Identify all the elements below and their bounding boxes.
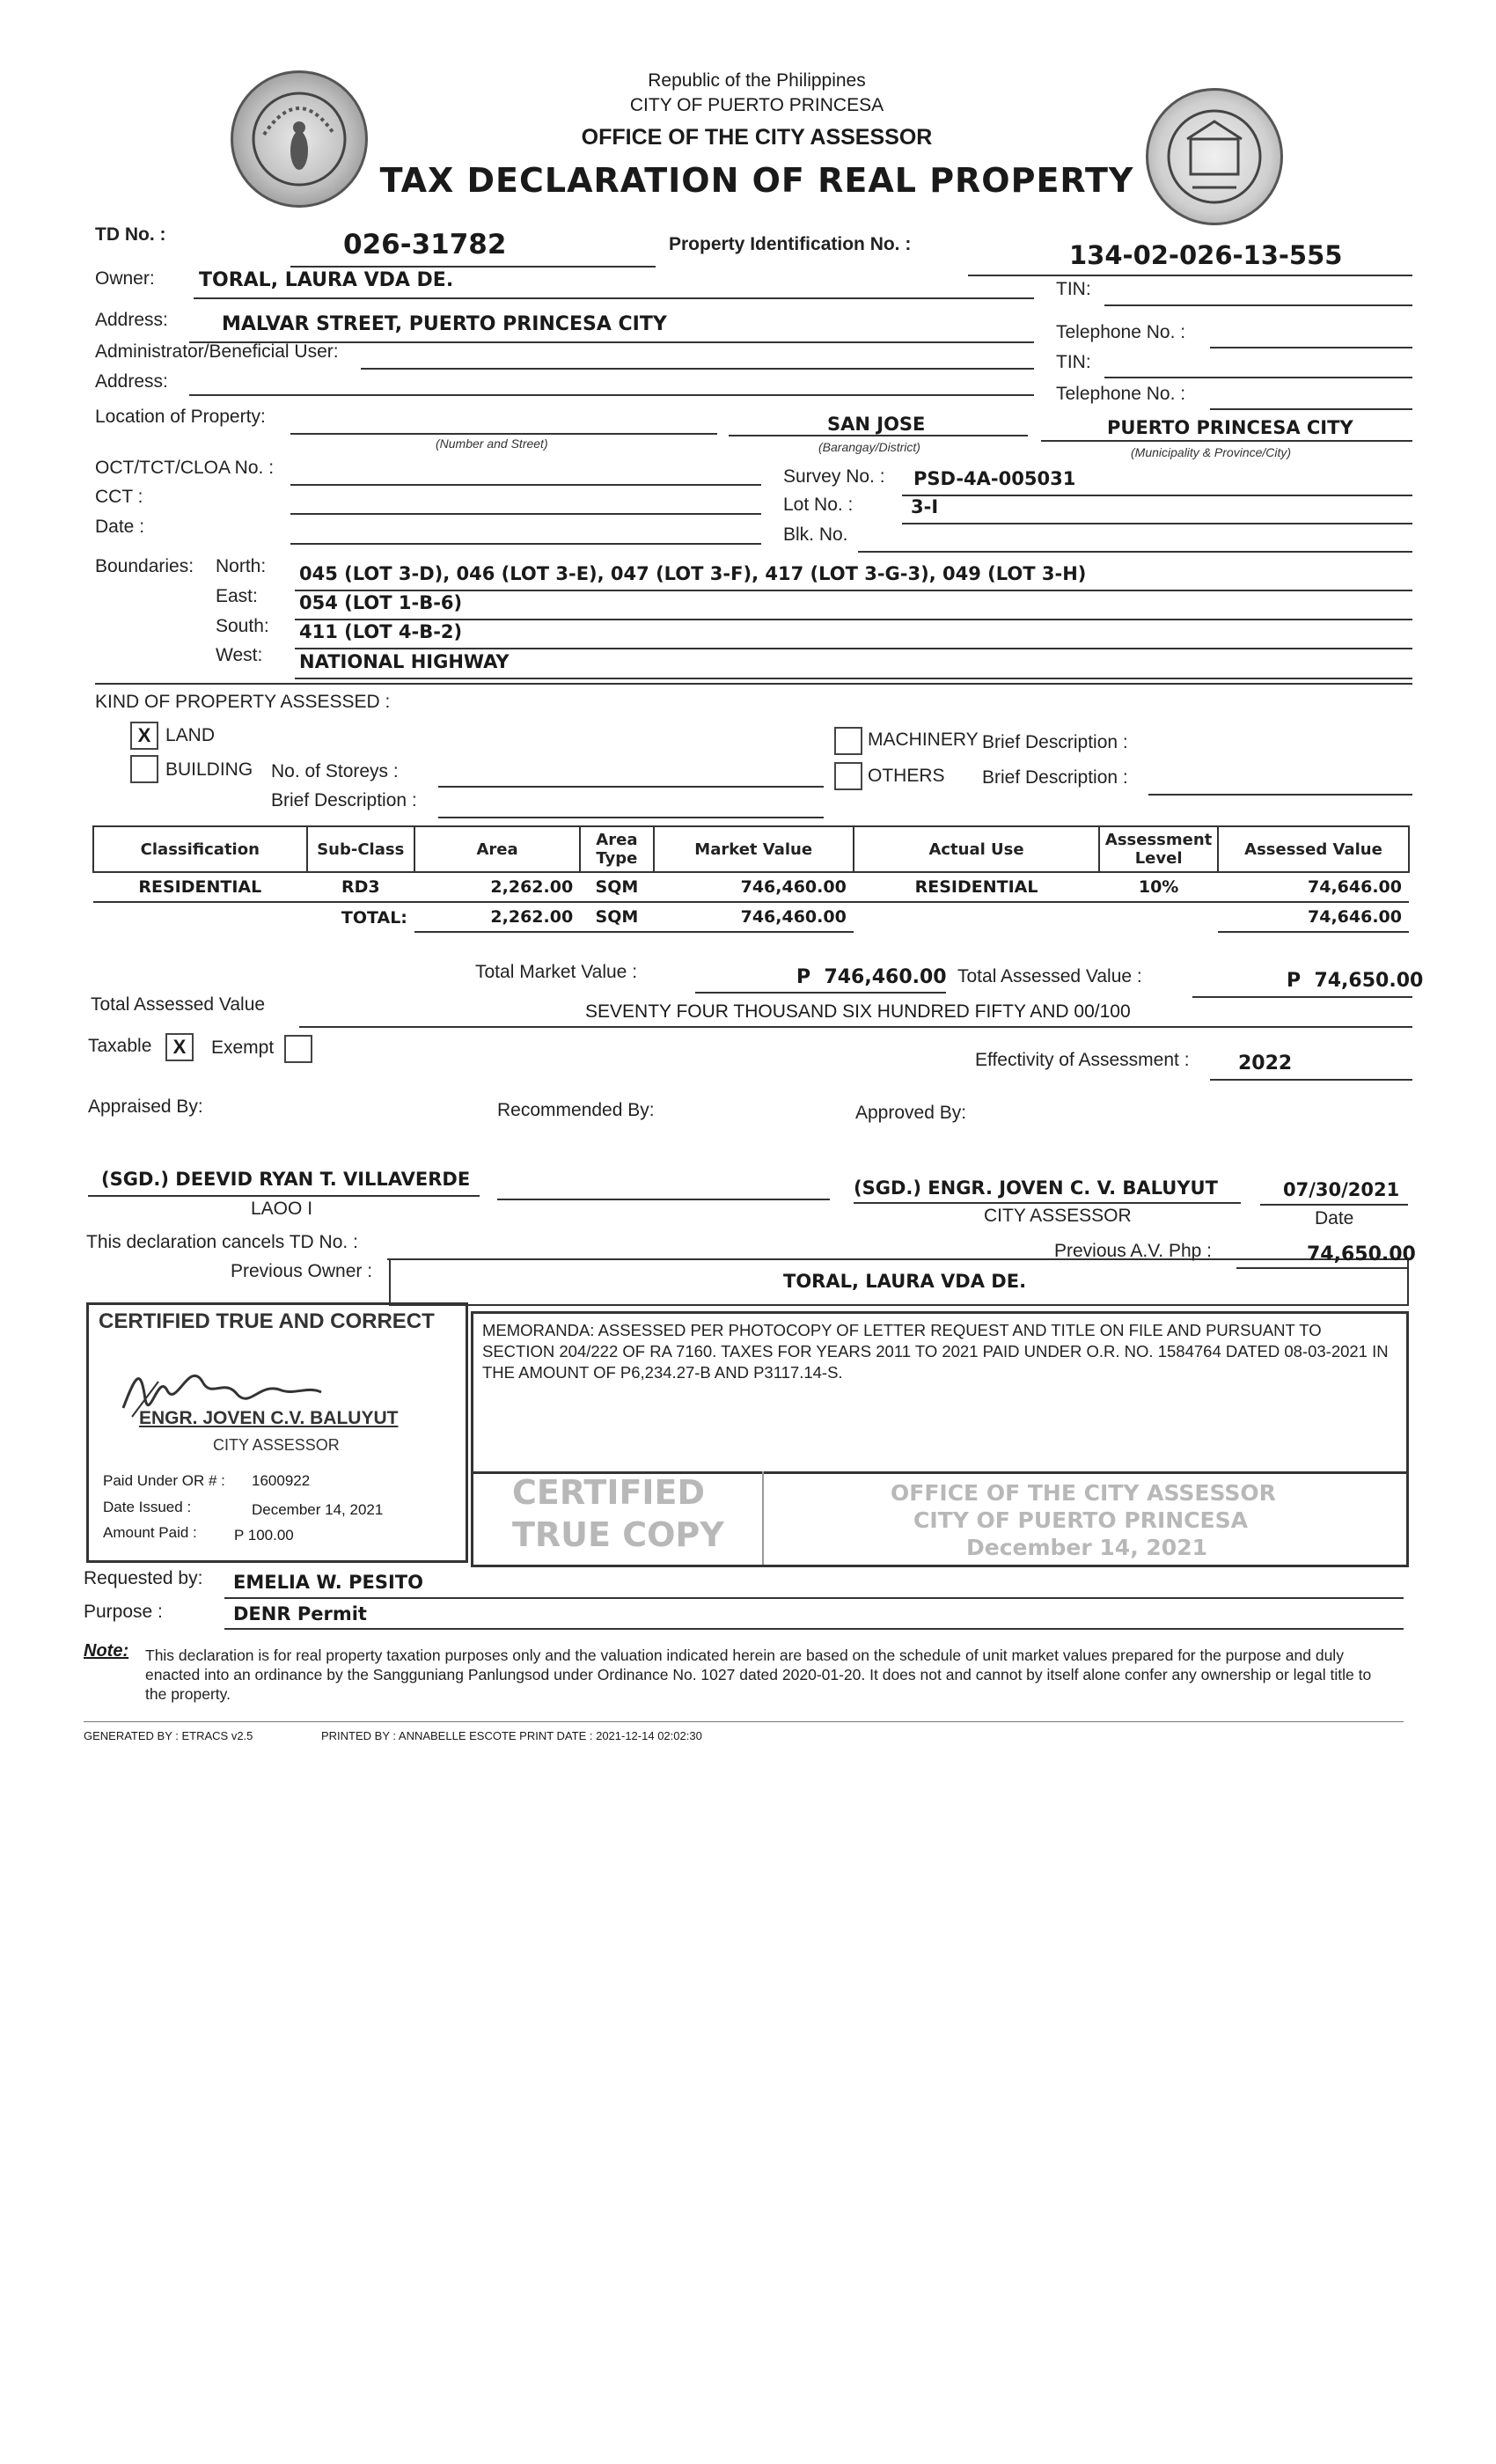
taxable-label: Taxable	[88, 1036, 152, 1056]
barangay-caption: (Barangay/District)	[818, 440, 920, 454]
owner-name: TORAL, LAURA VDA DE.	[199, 269, 454, 291]
total-market-value: 746,460.00	[654, 902, 854, 932]
owner-address: MALVAR STREET, PUERTO PRINCESA CITY	[222, 313, 667, 335]
administrator-label: Administrator/Beneficial User:	[95, 341, 339, 362]
cancels-td-label: This declaration cancels TD No. :	[86, 1232, 358, 1252]
td-label: TD No. :	[95, 224, 166, 245]
city-line: CITY OF PUERTO PRINCESA	[629, 95, 884, 115]
cell-assessed-value: 74,646.00	[1218, 872, 1409, 902]
exempt-label: Exempt	[211, 1038, 275, 1058]
approval-date: 07/30/2021	[1283, 1179, 1400, 1200]
previous-owner-label: Previous Owner :	[231, 1261, 373, 1281]
cell-area-type: SQM	[580, 872, 653, 902]
owner-label: Owner:	[95, 268, 155, 289]
building-brief-label: Brief Description :	[271, 790, 417, 810]
kind-label: KIND OF PROPERTY ASSESSED :	[95, 692, 391, 712]
survey-number: PSD-4A-005031	[913, 468, 1076, 489]
building-checkbox[interactable]	[130, 755, 158, 783]
republic-line: Republic of the Philippines	[648, 70, 866, 91]
amount-paid: P 100.00	[234, 1527, 294, 1544]
cct-label: CCT :	[95, 487, 143, 507]
assessment-table	[92, 825, 1410, 933]
land-checkbox[interactable]: X	[130, 722, 158, 750]
total-assessed-value-label: Total Assessed Value :	[957, 966, 1142, 986]
blk-label: Blk. No.	[783, 524, 848, 545]
total-market-value-label: Total Market Value :	[475, 962, 638, 982]
address-label: Address:	[95, 310, 168, 330]
office-line: OFFICE OF THE CITY ASSESSOR	[581, 125, 933, 150]
certifier-name: ENGR. JOVEN C.V. BALUYUT	[139, 1408, 399, 1428]
machinery-checkbox[interactable]	[834, 727, 862, 755]
municipality-value: PUERTO PRINCESA CITY	[1107, 417, 1353, 438]
requested-by: EMELIA W. PESITO	[233, 1572, 423, 1593]
cell-subclass: RD3	[307, 872, 414, 902]
east-boundary: 054 (LOT 1-B-6)	[299, 592, 463, 613]
taxable-checkbox[interactable]: X	[165, 1033, 194, 1061]
admin-address-label: Address:	[95, 371, 168, 392]
col-area-type: Area Type	[580, 826, 653, 872]
north-label: North:	[216, 556, 267, 576]
south-boundary: 411 (LOT 4-B-2)	[299, 621, 463, 642]
memoranda-text: MEMORANDA: ASSESSED PER PHOTOCOPY OF LETTER REQUEST AND TITLE ON FILE AND PURSUANT TO SECTION 204/222 OF RA 7160. TAXES FOR YEARS 2011 TO 2021 PAID UNDER O.R. NO. 1584764 DATED 08-03-2021 IN THE AMOUNT OF P6,234.27-B AND P3117.14-S.	[482, 1321, 1389, 1382]
previous-av: 74,650.00	[1307, 1243, 1416, 1265]
previous-av-label: Previous A.V. Php :	[1054, 1241, 1213, 1261]
total-market-value: P 746,460.00	[796, 966, 947, 988]
note-text: This declaration is for real property taxation purposes only and the valuation indicated herein are based on the schedule of unit market values prepared for the purpose and duly enacted into an ordinance by the Sangguniang Panlungsod under Ordinance No. 1027 dated 2020-01-20. It does not and cannot by itself alone confer any ownership or legal title to the property.	[145, 1646, 1372, 1703]
cell-actual-use: RESIDENTIAL	[854, 872, 1099, 902]
cell-market-value: 746,460.00	[654, 872, 854, 902]
effectivity-year: 2022	[1238, 1052, 1293, 1074]
appraised-by-label: Appraised By:	[88, 1096, 203, 1117]
col-subclass: Sub-Class	[307, 826, 414, 872]
table-total-row	[93, 902, 1409, 932]
or-label: Paid Under OR # :	[103, 1472, 225, 1489]
office-stamp-line-3: December 14, 2021	[966, 1535, 1207, 1560]
east-label: East:	[216, 586, 258, 606]
others-brief-label: Brief Description :	[982, 767, 1128, 788]
exempt-checkbox[interactable]	[284, 1035, 312, 1063]
total-area-type: SQM	[580, 902, 653, 932]
note-label: Note:	[84, 1641, 129, 1661]
certified-heading: CERTIFIED TRUE AND CORRECT	[99, 1309, 435, 1333]
col-classification: Classification	[93, 826, 307, 872]
certified-stamp-line-1: CERTIFIED	[512, 1473, 706, 1512]
total-area: 2,262.00	[414, 902, 580, 932]
document-title: TAX DECLARATION OF REAL PROPERTY	[379, 161, 1134, 200]
approval-date-label: Date	[1315, 1208, 1354, 1228]
street-caption: (Number and Street)	[436, 436, 548, 451]
approver-title: CITY ASSESSOR	[984, 1206, 1132, 1226]
printed-by: PRINTED BY : ANNABELLE ESCOTE PRINT DATE : 2021-12-14 02:02:30	[321, 1729, 702, 1742]
total-assessed-value: 74,646.00	[1218, 902, 1409, 932]
lot-label: Lot No. :	[783, 495, 854, 515]
pin-number: 134-02-026-13-555	[1069, 240, 1343, 270]
recommended-by-label: Recommended By:	[497, 1100, 655, 1120]
assessed-in-words: SEVENTY FOUR THOUSAND SIX HUNDRED FIFTY AND 00/100	[585, 1001, 1131, 1022]
requested-by-label: Requested by:	[84, 1568, 203, 1588]
certifier-title: CITY ASSESSOR	[213, 1436, 340, 1454]
approver-name: (SGD.) ENGR. JOVEN C. V. BALUYUT	[854, 1177, 1218, 1199]
north-boundary: 045 (LOT 3-D), 046 (LOT 3-E), 047 (LOT 3-F), 417 (LOT 3-G-3), 049 (LOT 3-H)	[299, 563, 1087, 584]
location-label: Location of Property:	[95, 407, 266, 427]
municipality-caption: (Municipality & Province/City)	[1131, 445, 1292, 459]
table-row	[93, 872, 1409, 902]
appraiser-title: LAOO I	[251, 1199, 313, 1219]
amount-paid-label: Amount Paid :	[103, 1524, 197, 1541]
col-actual-use: Actual Use	[854, 826, 1099, 872]
barangay-value: SAN JOSE	[827, 414, 926, 435]
purpose-label: Purpose :	[84, 1602, 163, 1622]
storeys-label: No. of Storeys :	[271, 761, 399, 781]
building-label: BUILDING	[165, 759, 253, 780]
office-stamp-line-2: CITY OF PUERTO PRINCESA	[913, 1507, 1248, 1533]
admin-tin-label: TIN:	[1056, 352, 1091, 372]
col-assessed-value: Assessed Value	[1218, 826, 1409, 872]
assessed-in-words-label: Total Assessed Value	[91, 994, 266, 1015]
total-assessed-value: P 74,650.00	[1287, 970, 1424, 992]
date-label: Date :	[95, 517, 145, 537]
admin-telephone-label: Telephone No. :	[1056, 384, 1186, 404]
approved-by-label: Approved By:	[855, 1103, 967, 1123]
south-label: South:	[216, 616, 269, 636]
date-issued: December 14, 2021	[252, 1501, 384, 1518]
others-label: OTHERS	[868, 766, 945, 786]
owner-tin-label: TIN:	[1056, 279, 1091, 299]
pin-label: Property Identification No. :	[669, 234, 912, 254]
survey-label: Survey No. :	[783, 466, 885, 487]
generated-by: GENERATED BY : ETRACS v2.5	[84, 1729, 253, 1742]
cell-area: 2,262.00	[414, 872, 580, 902]
date-issued-label: Date Issued :	[103, 1499, 192, 1515]
cell-assessment-level: 10%	[1099, 872, 1218, 902]
oct-label: OCT/TCT/CLOA No. :	[95, 458, 275, 478]
total-label: TOTAL:	[341, 907, 407, 928]
others-checkbox[interactable]	[834, 762, 862, 790]
office-stamp-line-1: OFFICE OF THE CITY ASSESSOR	[891, 1480, 1276, 1506]
appraiser-name: (SGD.) DEEVID RYAN T. VILLAVERDE	[101, 1169, 471, 1190]
machinery-brief-label: Brief Description :	[982, 732, 1128, 752]
purpose: DENR Permit	[233, 1603, 367, 1624]
boundaries-label: Boundaries:	[95, 556, 194, 576]
effectivity-label: Effectivity of Assessment :	[975, 1050, 1190, 1070]
west-label: West:	[216, 645, 263, 665]
or-number: 1600922	[252, 1472, 311, 1489]
lot-number: 3-I	[911, 496, 939, 517]
cell-classification: RESIDENTIAL	[93, 872, 307, 902]
west-boundary: NATIONAL HIGHWAY	[299, 651, 510, 672]
machinery-label: MACHINERY	[868, 730, 979, 750]
previous-owner: TORAL, LAURA VDA DE.	[783, 1271, 1027, 1292]
certified-stamp-line-2: TRUE COPY	[512, 1515, 724, 1554]
land-label: LAND	[165, 725, 216, 745]
col-area: Area	[414, 826, 580, 872]
col-market-value: Market Value	[654, 826, 854, 872]
telephone-label: Telephone No. :	[1056, 322, 1186, 342]
td-number: 026-31782	[343, 229, 507, 260]
col-assessment-level: Assessment Level	[1099, 826, 1218, 872]
